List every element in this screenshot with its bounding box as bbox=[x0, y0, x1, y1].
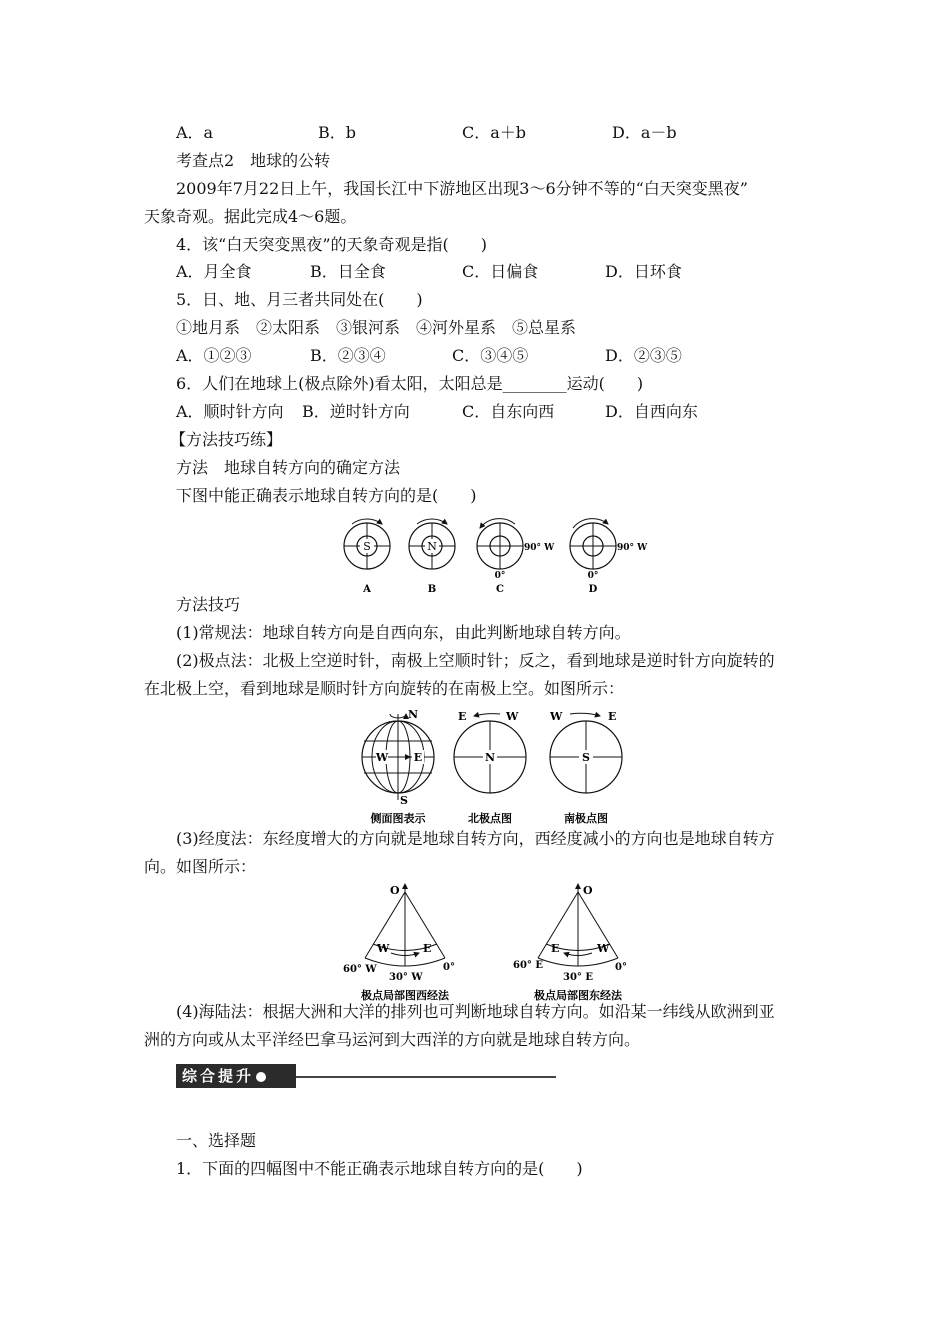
pole-figure bbox=[350, 704, 640, 826]
q4-option-c: C．日偏食 bbox=[462, 262, 539, 281]
west-60: 60° W bbox=[343, 964, 377, 975]
south-caption: 南极点图 bbox=[564, 812, 608, 825]
zero-label-c: 0° bbox=[494, 571, 506, 581]
intro-text: 2009年7月22日上午，我国长江中下游地区出现3～6分钟不等的“白天突变黑夜” bbox=[176, 179, 748, 198]
side-s: S bbox=[400, 794, 408, 807]
zero-label-d: 0° bbox=[587, 571, 599, 581]
south-w: W bbox=[550, 710, 563, 723]
west-o: O bbox=[390, 884, 400, 897]
side-view-globe bbox=[362, 708, 434, 825]
diagram-c bbox=[477, 519, 555, 595]
north-e: E bbox=[458, 710, 467, 723]
label-s: S bbox=[363, 540, 371, 553]
option-c: C．a＋b bbox=[462, 123, 527, 142]
intro-text-cont: 天象奇观。据此完成4～6题。 bbox=[144, 207, 357, 226]
longitude-figure bbox=[335, 880, 655, 1004]
q1-stem: 1．下面的四幅图中不能正确表示地球自转方向的是( ) bbox=[176, 1159, 583, 1178]
option-d: D．a－b bbox=[612, 123, 677, 142]
q5-items: ①地月系 ②太阳系 ③银河系 ④河外星系 ⑤总星系 bbox=[176, 318, 577, 337]
q4-option-d: D．日环食 bbox=[605, 262, 682, 281]
q4-option-b: B．日全食 bbox=[310, 262, 386, 281]
q6-stem: 6．人们在地球上(极点除外)看太阳，太阳总是________运动( ) bbox=[176, 374, 644, 393]
meridian-label-c: 90° W bbox=[524, 543, 555, 553]
option-b: B．b bbox=[318, 123, 357, 142]
diagram-b bbox=[409, 519, 455, 595]
caption-c: C bbox=[496, 584, 504, 595]
banner-label bbox=[176, 1064, 296, 1088]
west-caption: 极点局部图西经法 bbox=[361, 989, 449, 1002]
q5-option-d: D．②③⑤ bbox=[605, 346, 682, 365]
tip-4-cont: 洲的方向或从太平洋经巴拿马运河到大西洋的方向就是地球自转方向。 bbox=[144, 1030, 641, 1049]
tips-title: 方法技巧 bbox=[176, 595, 241, 614]
west-0: 0° bbox=[443, 962, 455, 973]
method-heading: 【方法技巧练】 bbox=[170, 430, 283, 449]
q6-option-c: C．自东向西 bbox=[462, 402, 555, 421]
west-w: W bbox=[377, 942, 390, 955]
side-caption: 侧面图表示 bbox=[370, 812, 426, 825]
q4-option-a: A．月全食 bbox=[176, 262, 252, 281]
q5-option-c: C．③④⑤ bbox=[452, 346, 529, 365]
north-caption: 北极点图 bbox=[468, 812, 512, 825]
meridian-label-d: 90° W bbox=[617, 543, 648, 553]
tip-2-cont: 在北极上空，看到地球是顺时针方向旋转的在南极上空。如图所示： bbox=[144, 679, 625, 698]
caption-a: A bbox=[363, 584, 371, 595]
q5-stem: 5．日、地、月三者共同处在( ) bbox=[176, 290, 423, 309]
east-0: 0° bbox=[615, 962, 627, 973]
rotation-figure bbox=[330, 512, 660, 600]
tip-4: (4)海陆法：根据大洲和大洋的排列也可判断地球自转方向。如沿某一纬线从欧洲到亚 bbox=[176, 1002, 775, 1021]
tip-3: (3)经度法：东经度增大的方向就是地球自转方向，西经度减小的方向也是地球自转方 bbox=[176, 829, 775, 848]
side-w: W bbox=[375, 751, 389, 764]
south-e: E bbox=[608, 710, 617, 723]
east-e: E bbox=[551, 942, 560, 955]
tip-3-cont: 向。如图所示： bbox=[144, 857, 257, 876]
north-pole-view bbox=[454, 710, 526, 825]
west-30: 30° W bbox=[389, 972, 423, 983]
east-w: W bbox=[597, 942, 610, 955]
east-o: O bbox=[583, 884, 593, 897]
banner-dot-icon bbox=[256, 1072, 266, 1082]
q4-stem: 4．该“白天突变黑夜”的天象奇观是指( ) bbox=[176, 235, 488, 254]
north-center: N bbox=[484, 751, 496, 764]
q6-option-a: A．顺时针方向 bbox=[176, 402, 284, 421]
section-title: 考查点2 地球的公转 bbox=[176, 151, 331, 170]
q6-option-d: D．自西向东 bbox=[605, 402, 698, 421]
caption-b: B bbox=[427, 584, 437, 595]
option-a: A．a bbox=[176, 123, 214, 142]
east-sector bbox=[513, 884, 627, 1002]
east-30: 30° E bbox=[563, 972, 594, 983]
banner-rule bbox=[296, 1076, 556, 1078]
east-60: 60° E bbox=[513, 960, 544, 971]
part-title: 一、选择题 bbox=[176, 1131, 257, 1150]
banner-text: 综合提升 bbox=[182, 1067, 255, 1085]
label-n: N bbox=[427, 540, 437, 553]
caption-d: D bbox=[588, 584, 598, 595]
west-sector bbox=[343, 884, 455, 1002]
tip-2: (2)极点法：北极上空逆时针，南极上空顺时针；反之，看到地球是逆时针方向旋转的 bbox=[176, 651, 775, 670]
method-question: 下图中能正确表示地球自转方向的是( ) bbox=[176, 486, 477, 505]
diagram-a bbox=[344, 519, 390, 595]
method-title: 方法 地球自转方向的确定方法 bbox=[176, 458, 401, 477]
south-pole-view bbox=[549, 710, 622, 825]
tip-1: (1)常规法：地球自转方向是自西向东，由此判断地球自转方向。 bbox=[176, 623, 631, 642]
north-w: W bbox=[506, 710, 519, 723]
east-caption: 极点局部图东经法 bbox=[534, 989, 622, 1002]
south-center: S bbox=[582, 751, 590, 764]
side-n: N bbox=[408, 708, 419, 721]
diagram-d bbox=[570, 519, 648, 595]
q5-option-a: A．①②③ bbox=[176, 346, 252, 365]
side-e: E bbox=[413, 751, 423, 764]
q6-option-b: B．逆时针方向 bbox=[302, 402, 410, 421]
west-e: E bbox=[423, 942, 432, 955]
section-banner bbox=[176, 1064, 556, 1090]
q5-option-b: B．②③④ bbox=[310, 346, 386, 365]
